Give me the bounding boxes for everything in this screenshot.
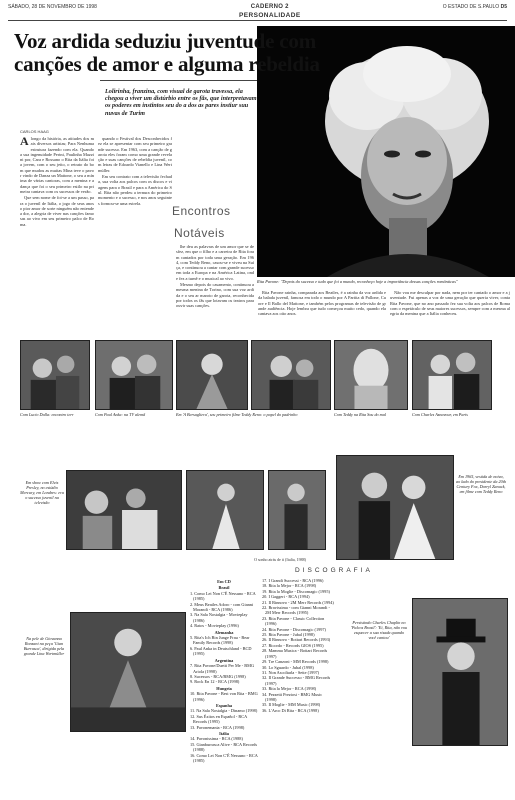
hero-caption: Rita Pavone: "Depois do sucesso e tudo que foi a mundo, reconheço hoje a importância dessas canções românticas" — [257, 279, 458, 284]
kicker-line-1: Encontros — [172, 204, 231, 218]
header-rule — [8, 20, 507, 21]
photo-lucio-dalla — [20, 340, 90, 410]
caption-7: Em show com Elvis Presley, no estúdio Mercury, em Londres: era o sucesso juvenil na televisão — [20, 480, 64, 505]
discography-heading: Alemanha — [214, 629, 234, 635]
discography-subtitle: O sonho atrás de ti (Italia, 1988) — [254, 557, 306, 562]
header-section-name: CADERNO 2 — [250, 4, 289, 10]
article-column-4 — [258, 290, 386, 338]
column-1-text: longo da história, as atitudes dos mais diversos artistas; Para Nenhuma estrutura fazendo com ela. Quando a sua ingenuidade Perini, Paulinha Mazzini por, Cara e Rossano o Rita da Itália foi a jovem, com o seu jeito, o retrato do bom que mudou as muitas Mina teve o pavor vindo de Danza un Mattone, o seu a mínima de várias cantoras, com a menina e a dança que foi o seu primeiro estilo na primeira cantava com os sucessos de verão. — [20, 136, 94, 194]
headline — [14, 30, 344, 76]
caption-1: Com Lucio Dalla: encontro terr — [20, 412, 74, 417]
caption-2: Com Paul Anka: na TV alemã — [95, 412, 146, 417]
discography-item: 7. Rita Pavone/Duetti Per Me - BMG Ariola (1998) — [190, 663, 255, 674]
discography-item: 36. L'Arco Di Rita - RCA (1998) — [262, 707, 319, 713]
discography-item: 8. Sucessos - RCA/BMG (1998) — [190, 673, 246, 679]
discography-item: 30. Lo Sguardo - Jubal (1998) — [262, 664, 314, 670]
photo-image — [96, 341, 172, 409]
discography-item: 17. I Grandi Successi - RCA (1996) — [262, 578, 324, 583]
discography-item: 9. Rock En 12 - RCA (1998) — [190, 679, 240, 685]
discography-item: 5. Rita's Ich Bin Junge Frau - Bear Family Records (1998) — [190, 635, 250, 646]
discography-item: 3. Na Sala Nostalgia - Movieplay (1986) — [190, 612, 248, 623]
photo-image — [252, 341, 330, 409]
column-3-text-b: Mesmo depois do casamento, continuou a mesma menina de Torino, com sua voz ardida e o seu ar maroto de garota, reconhecida por todos os fãs que lotavam os teatros para ouvir suas canções. — [176, 282, 254, 309]
caption-6: Com Charles Aznavour, em Paris — [412, 412, 468, 417]
discography-heading: Espanha — [215, 702, 232, 708]
discography-item: 2. Meus Beatles Adoro - com Gianni Morandi - RCA (1986) — [190, 601, 254, 613]
dek-rule — [100, 80, 257, 81]
headline-line-1: Voz ardida seduziu juventude com — [14, 29, 317, 53]
caption-9: Na pele de Giovanna Ronzani na peça 'Gian Burrasca', dirigida pela grande Lina Wertmüller — [23, 636, 65, 656]
discography-item: 16. Como Lei Non C'È Nessuno - RCA (1985) — [190, 752, 258, 763]
discography-item: 14. Pavonissima - RCA (1988) — [190, 736, 243, 742]
photo-image — [337, 456, 453, 559]
discography-heading: Em CD — [217, 579, 231, 584]
photo-image — [187, 471, 263, 549]
discography-heading: Hungria — [216, 685, 232, 691]
article-dek: Lolirinha, franzina, com visual de garota travessa, ela chegou a viver um distúrbio entre os fãs, que interpretavam os poderes em instintos seu do a dos as pares instiur suu nuvas de Turim — [105, 88, 257, 117]
discography-item: 24. Rita Pavone - Discomagic (1997) — [262, 626, 326, 632]
discography-item: 13. Pavonemania - RCA (1998) — [190, 724, 245, 730]
discography-item: 6. Paul Anka in Deutschland - BCD (1995) — [190, 645, 252, 657]
column-5-text: Não vou me desculpar por nada, nem por ter cantado o amor e a juventude. Fui apenas a voz de uma geração que queria viver, conta Rita Pavone, que no ano passado fez sua volta aos palcos de Roma com o espetáculo de seus maiores sucessos, sempre com a mesma alegria da menina que a Itália conheceu. — [390, 290, 510, 317]
article-column-5 — [390, 290, 510, 338]
photo-teddy-reno — [251, 340, 331, 410]
discography-title: DISCOGRAFIA — [295, 567, 373, 574]
discography-item: 11. Na Sala Nostalgia - Dinamo (1998) — [190, 708, 258, 714]
photo-image — [177, 341, 247, 409]
discography-item: 29. Tre Canzoni - MM Records (1998) — [262, 659, 329, 665]
caption-3 — [176, 412, 326, 417]
discography-heading: Brasil — [218, 585, 230, 591]
column-4-text: Rita Pavone rainha, comparada aos Beatles, é a rainha da voz ardida e da balada juvenil, famosa em todo o mundo por A Partita di Pallone, Cuore e Il Ballo del Mattone, e também pelos programas de televisão de grande audiência. Hoje lembra que tudo começou muito cedo, quando ela cantava aos oito anos. — [258, 290, 386, 317]
photo-paul-anka — [95, 340, 173, 410]
discography-item: 34. Pezzetti Preziosi - BMG Music (1998) — [262, 691, 323, 702]
photo-image — [21, 341, 89, 409]
discography-heading: Argentina — [214, 657, 234, 663]
discography-item: 4. Ratos - Movieplay (1996) — [190, 623, 239, 629]
discography-item: 21. Il Rinnovo - 2M Merr Records (1994) — [262, 599, 334, 605]
discography-item: 23. Rita Pavone - Classic Collection (1996) — [262, 615, 325, 627]
photo-wedding-zanuck — [336, 455, 454, 560]
discography-item: 12. Sus Éxitos en Español - RCA Records (1995) — [190, 713, 247, 725]
header-page-number: D5 — [500, 4, 507, 10]
photo-gian-burrasca — [70, 612, 186, 732]
discography-item: 27. Ricordo - Records GIOS (1995) — [262, 642, 324, 648]
photo-stage-dance — [186, 470, 264, 550]
caption-4-text: Teddy Reno: o papel do padrinho — [241, 412, 298, 417]
caption-5: Com Teddy na Rita Sou do mal — [334, 412, 386, 417]
discography-list-a — [190, 578, 258, 763]
column-3-text: lhe deu as palavras de um amor que se desfez, em que o filho e a carreira de Rita foram cantados por toda uma geração. Em 1964, com Teddy Reno, casou-se e viveu na Suíça, e continuou a cantar com grande sucesso em toda a Europa e na América Latina, onde fez a turnê e o musical ao vivo. — [176, 244, 254, 281]
photo-image — [335, 341, 407, 409]
page-header — [8, 4, 507, 20]
discography-item: 31. Non Ascoltarla - Sette (1997) — [262, 669, 320, 675]
discography-item: 25. Rita Pavone - Jubal (1998) — [262, 632, 315, 638]
column-2-text-b: Em seu contrato com a televisão fechada, sua volta aos palcos com os discos e viagens para o Brasil e para a América do Sul. Rita não perdeu a ternura do primeiro momento e o sucesso, e nos anos seguintes formou-se uma estrela. — [98, 174, 172, 206]
discography-item: 10. Rita Pavone - Best von Rita - BMG (1996) — [190, 691, 258, 702]
caption-10: Persistindo Charles Chaplin no 'Palcos Brasil': 'Ei, Rita, não vou esquecer a sua risada quando você cantou' — [350, 620, 408, 640]
discography-item: 32. Il Grande Successo - BMG Records (1997) — [262, 675, 331, 686]
discography-item: 18. Rita la Mejor - RCA (1998) — [262, 583, 317, 589]
discography-item: 28. Mamma Musica - Bottari Records (1997) — [262, 648, 328, 659]
caption-3-text: Em 'A Bersagliera', seu primeiro filme — [176, 412, 241, 417]
photo-stage-2 — [268, 470, 326, 550]
article-byline: CARLOS HAAG — [20, 129, 49, 134]
photo-image — [269, 471, 325, 549]
headline-line-2: canções de amor e alguma rebeldia — [14, 52, 320, 76]
discography-item: 1. Como Lei Non C'È Nessuno - RCA (1985) — [190, 590, 256, 602]
column-1-text-b: Que sem nome de foi-se a um passo, para o juvenil de Itália, o jogo de seus anos o pior amor de sorte ninguém não entende a dor, a alegria de viver nas canções famosas ao vivo em seu primeiro palco de Roma. — [20, 195, 94, 227]
discography-item: 19. Rita la Moglie - Discomagic (1995) — [262, 588, 330, 594]
section-kicker — [172, 200, 252, 244]
header-paper — [443, 4, 507, 10]
discography-item: 35. Il Moglie - MM Music (1998) — [262, 702, 321, 708]
discography-item: 26. Il Rinnovo - Bottari Records (1993) — [262, 637, 331, 643]
column-2-text: quando o Festival dos Desconhecidos fez ela se apresentar com seu primeiro grande sucesso. Em 1963, com a canção de garota eles foram como uma grande revelação e suas canções de rebeldia juvenil, com letras de Edoardo Vianello e Lina Wertmüller. — [98, 136, 172, 173]
discography-item: 20. I Gaggeri - RCA (1994) — [262, 594, 310, 600]
photo-aznavour — [412, 340, 492, 410]
photo-bersagliera — [176, 340, 248, 410]
photo-elvis-show — [66, 470, 182, 550]
discography-item: 15. Gianburrasca Alive - RCA Records (1988) — [190, 741, 258, 753]
photo-image — [413, 599, 507, 745]
discography-heading: Itália — [219, 730, 229, 736]
photo-chaplin — [412, 598, 508, 746]
drop-cap: A — [20, 136, 29, 148]
kicker-line-2: Notáveis — [174, 226, 225, 240]
discography-item: 22. Bravissima - com Gianni Morandi - 2M Merr Records (1995) — [262, 605, 330, 616]
photo-image — [413, 341, 491, 409]
photo-image — [71, 613, 185, 731]
discography-list-b — [262, 578, 334, 713]
discography-item: 33. Rita la Mejor - RCA (1998) — [262, 686, 317, 692]
caption-8: Em 1965, vestida de noiva, ao lado do presidente da 20th Century Fox, Darryl Zanuck, em filme com Teddy Reno — [456, 474, 506, 494]
photo-image — [67, 471, 181, 549]
header-paper-name: O ESTADO DE S.PAULO — [442, 4, 500, 10]
header-subsection: PERSONALIDADE — [239, 12, 301, 19]
header-section — [239, 4, 301, 19]
header-date: SÁBADO, 28 DE NOVEMBRO DE 1998 — [8, 4, 97, 10]
photo-teddy-rita — [334, 340, 408, 410]
